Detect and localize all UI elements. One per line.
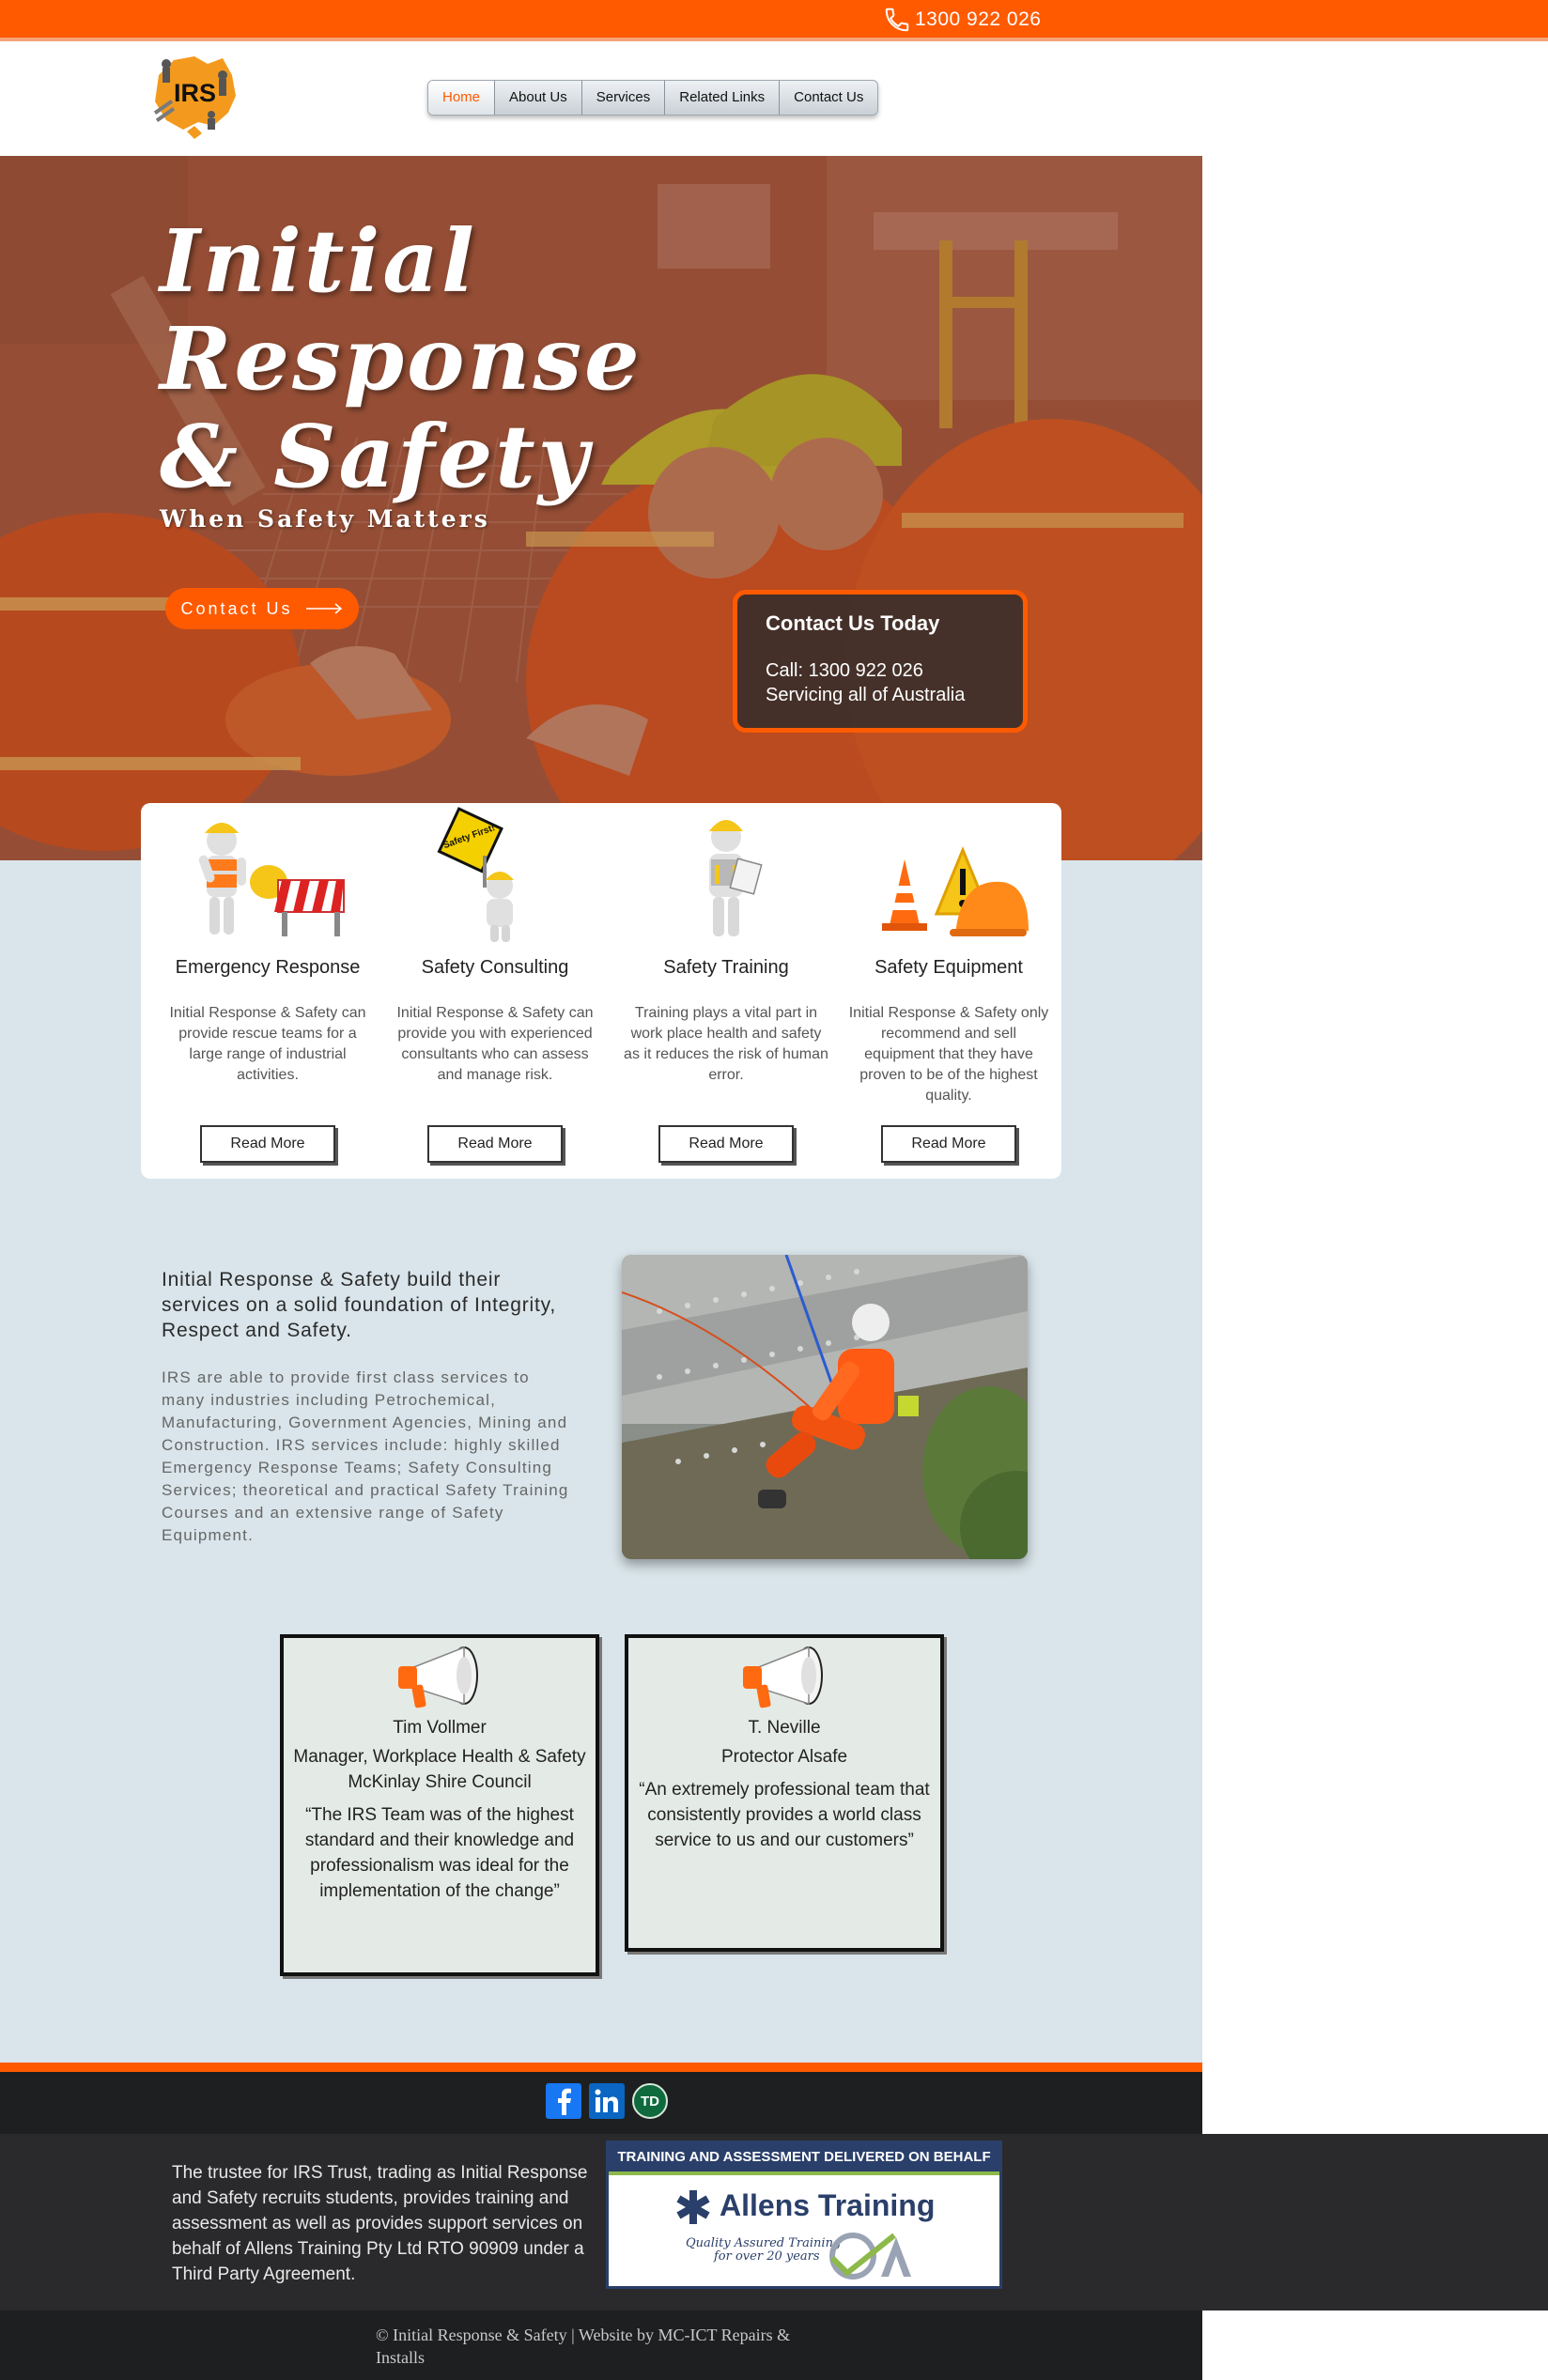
service-description: Initial Response & Safety only recommend and sell equipment that they have proven to be of the highest quality. xyxy=(848,1005,1049,1104)
footer-copyright-bar xyxy=(0,2310,1202,2380)
logo-text: IRS xyxy=(174,79,217,107)
hero-contact-button-label: Contact Us xyxy=(180,598,293,618)
allens-training-badge[interactable] xyxy=(606,2140,1002,2289)
megaphone-icon xyxy=(737,1644,831,1711)
contact-box-phone[interactable]: Call: 1300 922 026 xyxy=(766,660,923,681)
qa-logo-icon xyxy=(825,2230,928,2282)
testimonial-name: Tim Vollmer xyxy=(393,1718,487,1738)
safety-consulting-read-more-button[interactable]: Read More xyxy=(427,1125,563,1163)
megaphone-icon xyxy=(393,1644,487,1711)
service-safety-consulting xyxy=(387,803,603,1163)
star-of-life-icon xyxy=(674,2188,712,2226)
allens-tagline-2: for over 20 years xyxy=(714,2249,820,2264)
safety-equipment-read-more-button[interactable]: Read More xyxy=(881,1125,1016,1163)
service-name: Safety Equipment xyxy=(875,957,1023,978)
services-panel xyxy=(141,803,1061,1179)
nav-contact-us[interactable]: Contact Us xyxy=(794,89,864,105)
testimonial-quote: “An extremely professional team that consistently provides a world class service to us and our customers” xyxy=(639,1780,930,1850)
hero-title-line-1: Initial xyxy=(160,210,477,312)
service-description: Initial Response & Safety can provide rescue teams for a large range of industrial activities. xyxy=(169,1005,366,1083)
allens-name: Allens Training xyxy=(720,2188,936,2222)
about-heading: Initial Response & Safety build their services on a solid foundation of Integrity, Respect and Safety. xyxy=(162,1269,557,1341)
facebook-icon[interactable] xyxy=(546,2083,581,2119)
testimonial-quote: “The IRS Team was of the highest standard and their knowledge and professionalism was ideal for the implementation of the change” xyxy=(304,1805,575,1901)
service-safety-training xyxy=(618,803,834,1163)
contact-box xyxy=(733,590,1028,733)
hero xyxy=(0,156,1202,860)
safety-equipment-image xyxy=(841,803,1057,944)
linkedin-icon[interactable] xyxy=(589,2083,625,2119)
service-name: Safety Training xyxy=(663,957,789,978)
allens-tagline xyxy=(686,2237,841,2264)
testimonial-card-2 xyxy=(625,1634,944,1952)
service-description: Training plays a vital part in work place health and safety as it reduces the risk of human error. xyxy=(624,1005,828,1083)
hero-title xyxy=(160,212,642,505)
main-nav xyxy=(427,80,878,116)
allens-banner: TRAINING AND ASSESSMENT DELIVERED ON BEHALF OF xyxy=(609,2143,999,2171)
nav-related-links[interactable]: Related Links xyxy=(665,81,780,115)
td-icon[interactable] xyxy=(632,2083,668,2119)
hero-title-line-2: Response xyxy=(160,308,642,410)
safety-first-sign-text: Safety First! xyxy=(441,823,497,852)
testimonial-name: T. Neville xyxy=(748,1718,821,1738)
service-name: Emergency Response xyxy=(175,957,361,978)
contact-box-coverage: Servicing all of Australia xyxy=(766,685,966,705)
safety-consulting-image xyxy=(387,803,603,944)
safety-training-read-more-button[interactable]: Read More xyxy=(658,1125,794,1163)
phone-icon xyxy=(883,6,911,34)
emergency-response-read-more-button[interactable]: Read More xyxy=(200,1125,335,1163)
nav-about-us[interactable]: About Us xyxy=(495,81,582,115)
nav-services[interactable]: Services xyxy=(582,81,666,115)
hero-subtitle: When Safety Matters xyxy=(160,505,490,533)
emergency-response-image xyxy=(160,803,376,944)
footer-info-text: The trustee for IRS Trust, trading as Initial Response and Safety recruits students, provides training and assessment as well as provides support services on behalf of Allens Training Pty Ltd RTO 90909 under a Third Party Agreement. xyxy=(172,2163,588,2284)
service-emergency-response xyxy=(160,803,376,1163)
arrow-right-icon xyxy=(306,603,344,614)
footer-social-bar xyxy=(0,2072,1202,2134)
top-bar xyxy=(0,0,1548,41)
hero-title-line-3: & Safety xyxy=(160,406,592,507)
service-safety-equipment xyxy=(841,803,1057,1163)
hero-contact-button[interactable] xyxy=(165,588,359,629)
allens-tagline-1: Quality Assured Training xyxy=(686,2236,842,2250)
testimonial-role: Protector Alsafe xyxy=(720,1747,848,1767)
testimonial-card-1 xyxy=(280,1634,599,1976)
service-name: Safety Consulting xyxy=(421,957,569,978)
irs-logo[interactable] xyxy=(146,47,240,143)
safety-training-image xyxy=(618,803,834,944)
testimonial-role: Manager, Workplace Health & Safety McKinlay Shire Council xyxy=(293,1747,586,1792)
footer-copyright: © Initial Response & Safety | Website by MC-ICT Repairs & Installs xyxy=(376,2326,791,2367)
phone-number: 1300 922 026 xyxy=(915,8,1042,30)
nav-home[interactable]: Home xyxy=(428,81,495,115)
top-phone[interactable] xyxy=(883,6,1041,34)
td-icon-label: TD xyxy=(641,2093,659,2110)
rope-rescue-photo xyxy=(622,1255,1028,1559)
about-body: IRS are able to provide first class services to many industries including Petrochemical, Manufacturing, Government Agencies, Mining and Construction. IRS services include: highly skilled Emergency Response Teams; Safety Consulting Services; theoretical and practical Safety Training Courses and an extensive range of Safety Equipment. xyxy=(162,1368,569,1544)
footer-accent-stripe xyxy=(0,2063,1202,2072)
contact-box-heading: Contact Us Today xyxy=(766,611,940,635)
service-description: Initial Response & Safety can provide you with experienced consultants who can assess and manage risk. xyxy=(396,1005,594,1083)
